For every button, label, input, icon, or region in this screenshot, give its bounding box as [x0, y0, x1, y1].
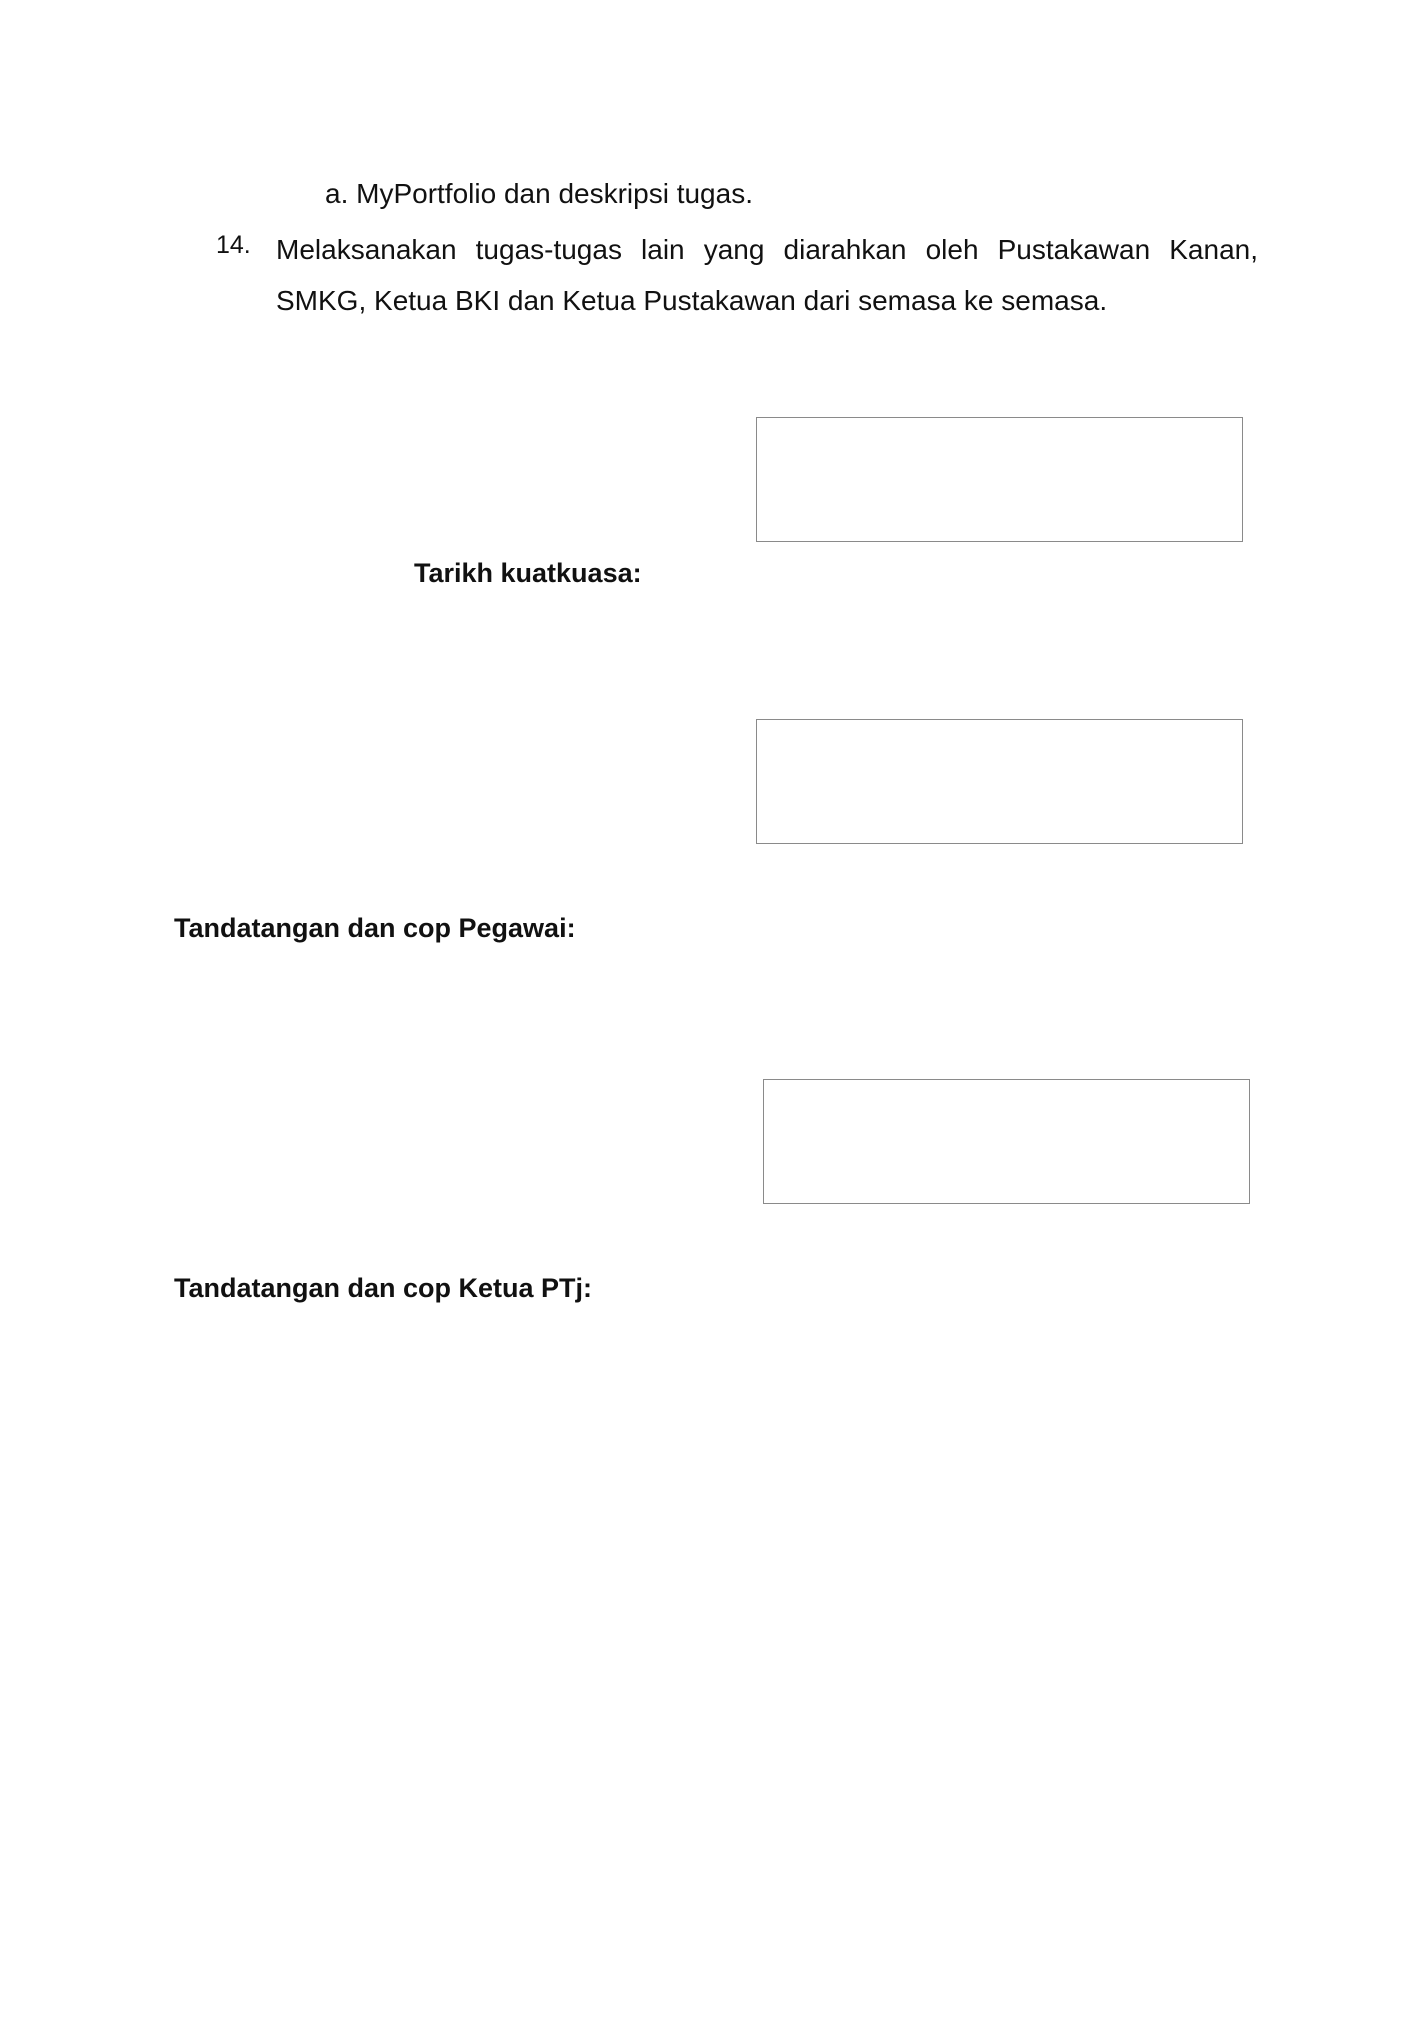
officer-signature-label: Tandatangan dan cop Pegawai:	[174, 913, 576, 943]
effective-date-box[interactable]	[756, 417, 1243, 542]
officer-signature-box[interactable]	[756, 719, 1243, 844]
list-item-number: 14.	[216, 231, 251, 259]
sub-item-a: a. MyPortfolio dan deskripsi tugas.	[325, 178, 753, 209]
ptj-signature-label: Tandatangan dan cop Ketua PTj:	[174, 1273, 593, 1303]
effective-date-label: Tarikh kuatkuasa:	[414, 558, 642, 588]
ptj-signature-box[interactable]	[763, 1079, 1250, 1204]
list-item-text: Melaksanakan tugas-tugas lain yang diarahkan oleh Pustakawan Kanan, SMKG, Ketua BKI dan Ketua Pustakawan dari semasa ke semasa.	[276, 234, 1258, 316]
